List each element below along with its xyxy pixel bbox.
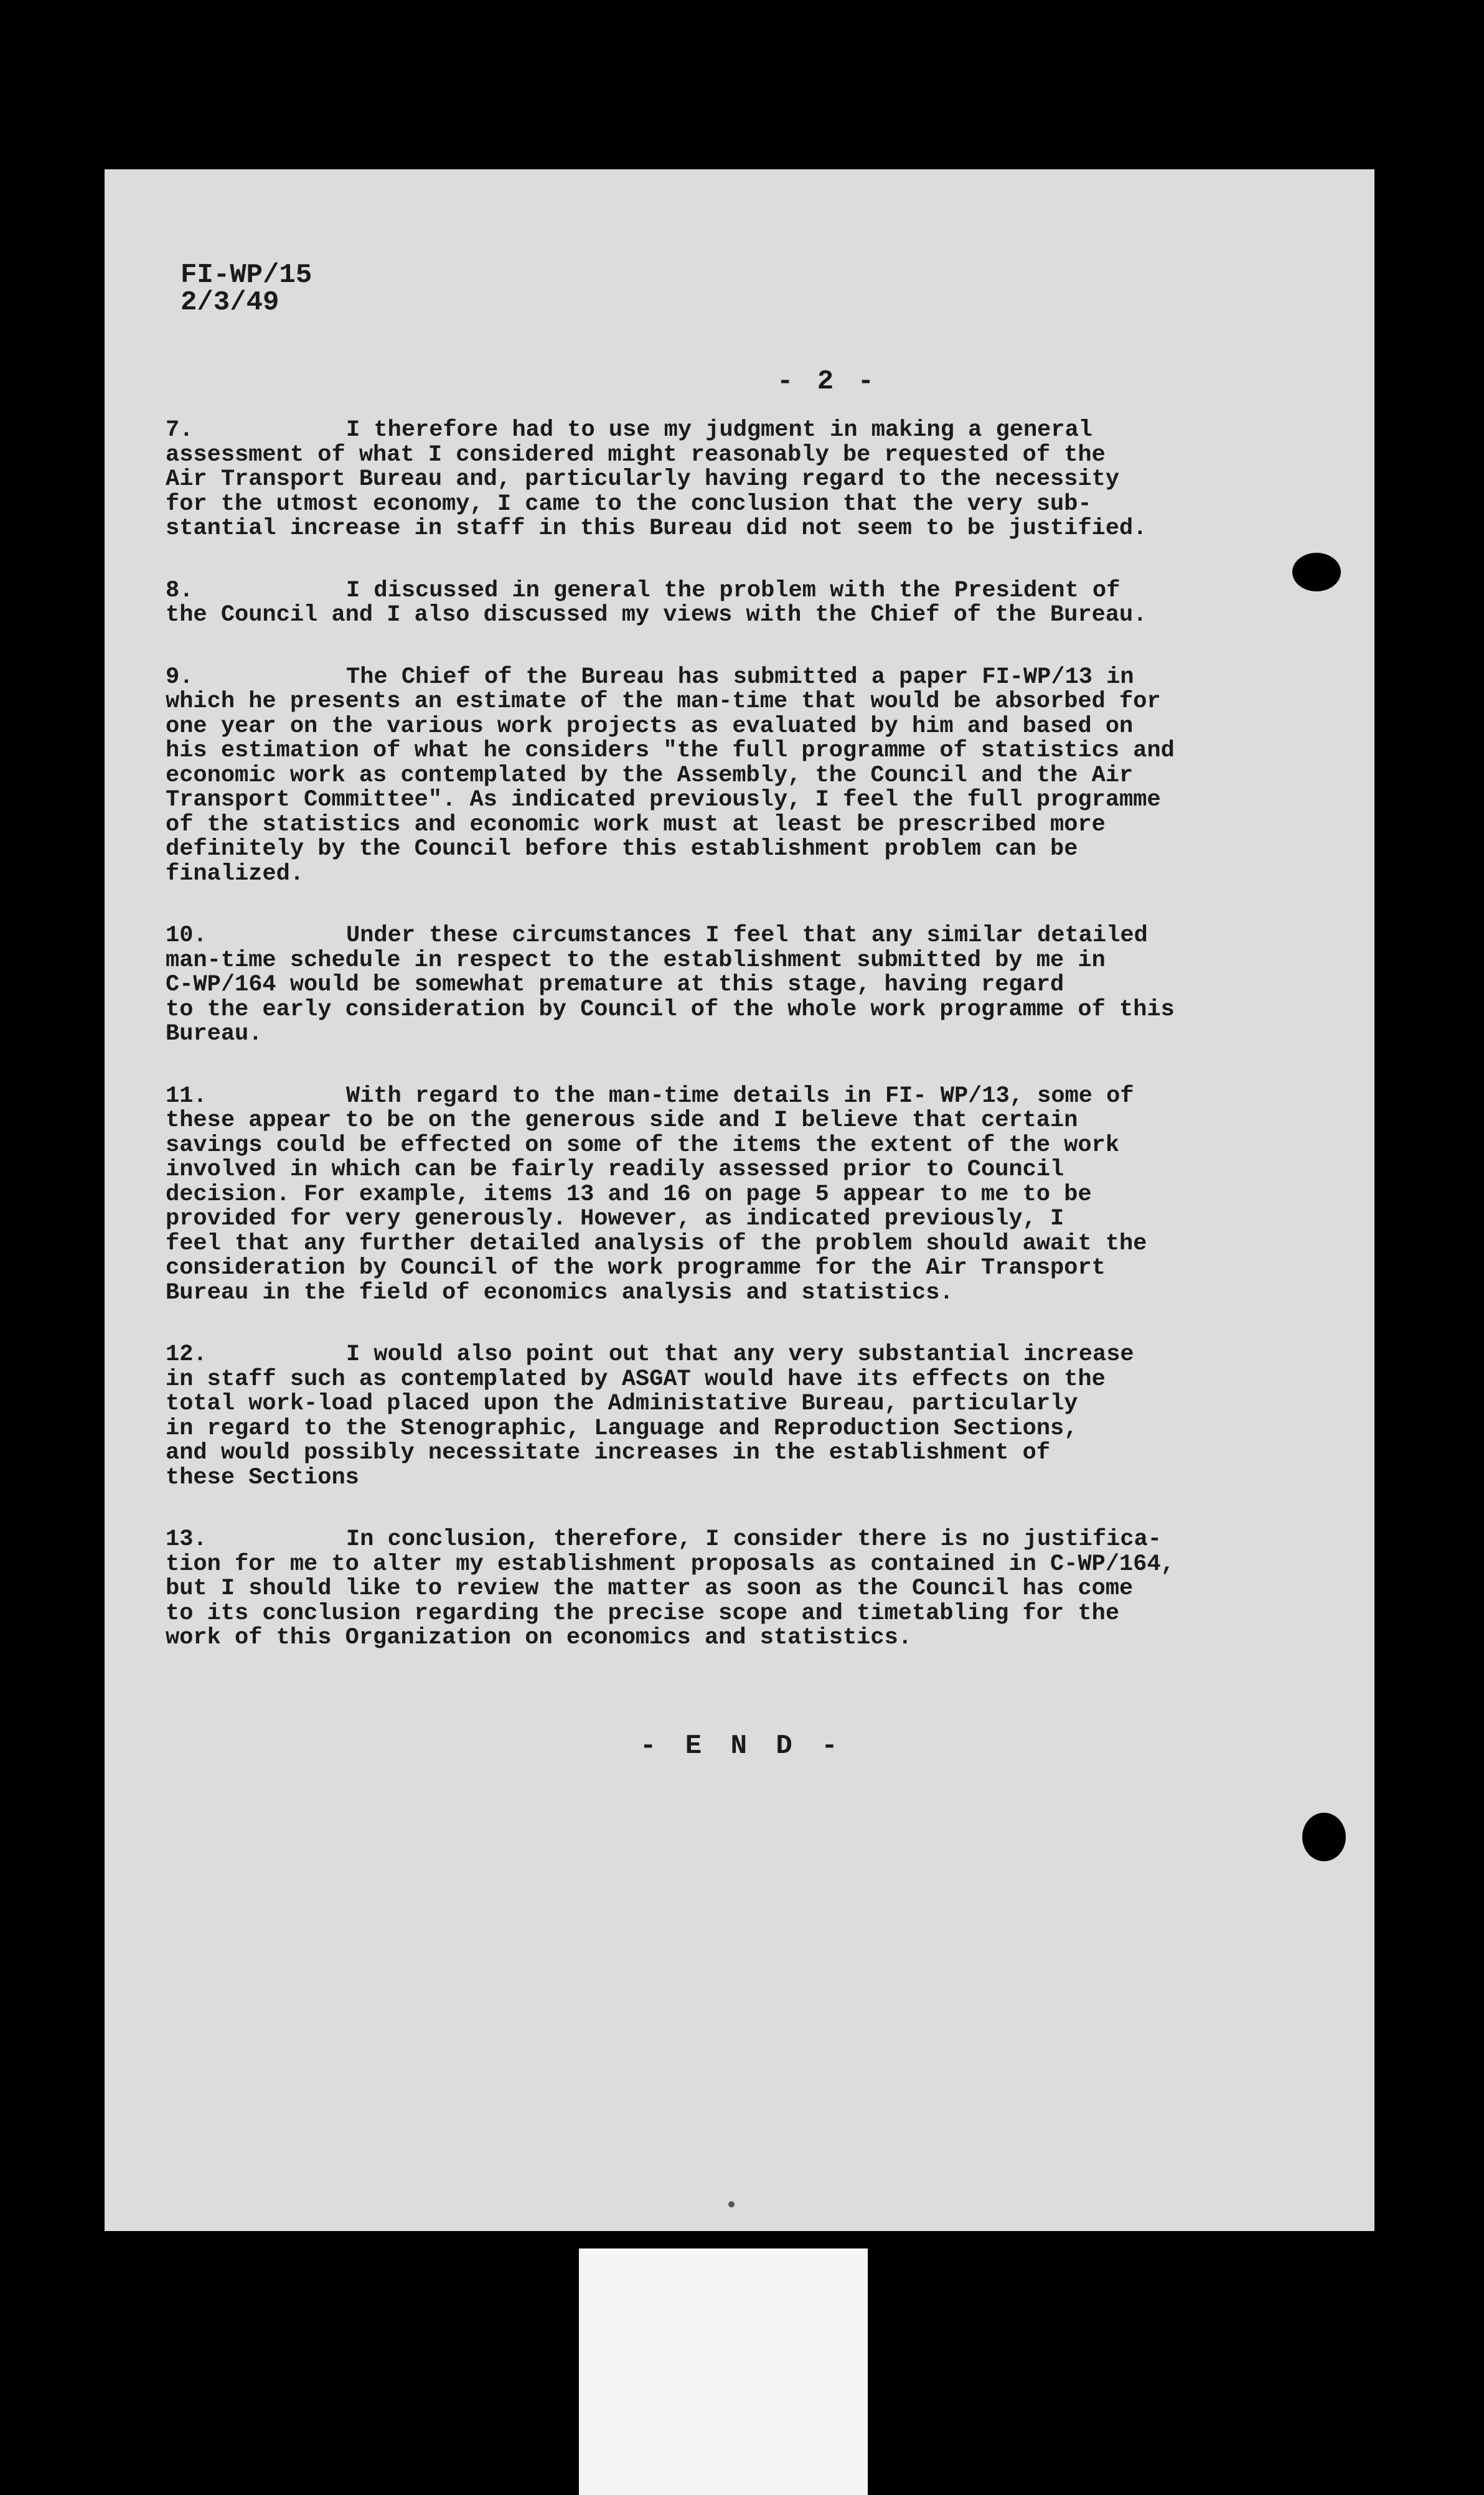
paragraph-text: Under these circumstances I feel that any similar detailed xyxy=(346,923,1148,949)
paragraph-text: savings could be effected on some of the items the extent of the work xyxy=(166,1132,1120,1158)
document-reference: FI-WP/15 xyxy=(181,260,312,291)
paragraph-text: these appear to be on the generous side and I believe that certain xyxy=(166,1107,1078,1134)
paragraph-line xyxy=(166,1417,1348,1442)
paragraph-number: 8. xyxy=(166,577,194,604)
paragraph-number: 10. xyxy=(166,923,207,949)
paragraph-12 xyxy=(166,1343,1348,1490)
paragraph-line xyxy=(166,468,1348,492)
paragraph-text: The Chief of the Bureau has submitted a paper FI-WP/13 in xyxy=(346,664,1134,690)
paragraph-line xyxy=(166,1343,1348,1368)
paragraph-13 xyxy=(166,1528,1348,1651)
paragraph-line xyxy=(166,924,1348,949)
paragraph-text: total work-load placed upon the Administative Bureau, particularly xyxy=(166,1391,1078,1417)
punch-hole-lower xyxy=(1302,1813,1346,1861)
paragraph-text: decision. For example, items 13 and 16 on page 5 appear to me to be xyxy=(166,1181,1092,1208)
paragraph-text: I discussed in general the problem with the President of xyxy=(346,577,1120,604)
end-mark: - E N D - xyxy=(640,1731,844,1762)
paragraph-line xyxy=(166,1256,1348,1281)
paragraph-text: provided for very generously. However, as indicated previously, I xyxy=(166,1206,1064,1232)
paragraph-text: his estimation of what he considers "the full programme of statistics and xyxy=(166,738,1175,764)
paragraph-8 xyxy=(166,579,1348,628)
paragraph-number: 11. xyxy=(166,1083,207,1109)
paragraph-text: finalized. xyxy=(166,860,304,887)
paragraph-text: economic work as contemplated by the Assembly, the Council and the Air xyxy=(166,762,1134,789)
paragraph-text: in staff such as contemplated by ASGAT would have its effects on the xyxy=(166,1366,1106,1393)
paragraph-line xyxy=(166,579,1348,604)
paragraph-line xyxy=(166,1553,1348,1577)
paragraph-text: assessment of what I considered might reasonably be requested of the xyxy=(166,441,1106,468)
paragraph-line xyxy=(166,1084,1348,1109)
paragraph-line xyxy=(166,715,1348,740)
paragraph-line xyxy=(166,1134,1348,1158)
paragraph-line xyxy=(166,665,1348,690)
paragraph-7 xyxy=(166,418,1348,542)
document-date: 2/3/49 xyxy=(181,287,279,318)
paragraph-11 xyxy=(166,1084,1348,1306)
paragraph-9 xyxy=(166,665,1348,887)
paragraph-line xyxy=(166,1368,1348,1393)
paragraph-line xyxy=(166,764,1348,789)
paragraph-line xyxy=(166,1158,1348,1183)
paragraph-line xyxy=(166,788,1348,813)
paragraph-text: feel that any further detailed analysis of the problem should await the xyxy=(166,1230,1147,1257)
punch-hole-upper xyxy=(1292,553,1341,591)
paragraph-line xyxy=(166,1441,1348,1466)
paragraph-line xyxy=(166,1466,1348,1491)
paragraph-text: of the statistics and economic work must at least be prescribed more xyxy=(166,811,1106,838)
paragraph-line xyxy=(166,1022,1348,1047)
paragraph-line xyxy=(166,1207,1348,1232)
paragraph-text: and would possibly necessitate increases in the establishment of xyxy=(166,1440,1051,1466)
paragraph-text: to the early consideration by Council of the whole work programme of this xyxy=(166,996,1175,1023)
paragraph-number: 12. xyxy=(166,1341,207,1368)
paragraph-text: to its conclusion regarding the precise scope and timetabling for the xyxy=(166,1600,1120,1627)
document-header xyxy=(181,261,312,316)
paragraph-line xyxy=(166,813,1348,838)
paragraph-text: which he presents an estimate of the man-time that would be absorbed for xyxy=(166,688,1161,715)
paragraph-line xyxy=(166,1602,1348,1627)
paragraph-line xyxy=(166,1528,1348,1553)
paragraph-line xyxy=(166,603,1348,628)
paragraph-text: man-time schedule in respect to the establishment submitted by me in xyxy=(166,947,1106,974)
paragraph-text: consideration by Council of the work programme for the Air Transport xyxy=(166,1255,1106,1281)
paragraph-text: Bureau. xyxy=(166,1021,263,1047)
paragraph-text: With regard to the man-time details in FI- WP/13, some of xyxy=(346,1083,1134,1109)
paragraph-line xyxy=(166,443,1348,468)
paragraph-text: the Council and I also discussed my views with the Chief of the Bureau. xyxy=(166,602,1147,628)
paragraph-text: C-WP/164 would be somewhat premature at this stage, having regard xyxy=(166,972,1064,998)
paragraph-line xyxy=(166,1577,1348,1602)
paragraph-text: one year on the various work projects as evaluated by him and based on xyxy=(166,713,1134,740)
scan-speck xyxy=(728,2201,735,2207)
paragraph-line xyxy=(166,739,1348,764)
paragraph-text: I would also point out that any very substantial increase xyxy=(346,1341,1134,1368)
paragraph-line xyxy=(166,973,1348,998)
paragraph-text: Bureau in the field of economics analysis and statistics. xyxy=(166,1279,954,1306)
paragraph-10 xyxy=(166,924,1348,1047)
paragraph-text: but I should like to review the matter as soon as the Council has come xyxy=(166,1576,1134,1602)
document-page xyxy=(105,169,1374,2231)
page-number: - 2 - xyxy=(777,366,878,397)
paragraph-line xyxy=(166,862,1348,887)
paragraph-text: stantial increase in staff in this Bureau did not seem to be justified. xyxy=(166,515,1147,542)
paragraph-line xyxy=(166,998,1348,1023)
paragraph-text: definitely by the Council before this establishment problem can be xyxy=(166,836,1078,862)
paragraph-text: In conclusion, therefore, I consider there is no justifica- xyxy=(346,1526,1162,1553)
paragraph-text: tion for me to alter my establishment proposals as contained in C-WP/164, xyxy=(166,1551,1175,1577)
paragraph-number: 9. xyxy=(166,664,194,690)
document-body xyxy=(166,418,1348,1688)
paragraph-text: Air Transport Bureau and, particularly having regard to the necessity xyxy=(166,466,1120,492)
paragraph-text: for the utmost economy, I came to the conclusion that the very sub- xyxy=(166,491,1092,517)
paragraph-text: these Sections xyxy=(166,1464,359,1491)
paragraph-line xyxy=(166,492,1348,517)
paragraph-line xyxy=(166,949,1348,974)
paragraph-line xyxy=(166,1183,1348,1208)
paragraph-line xyxy=(166,517,1348,542)
paragraph-line xyxy=(166,690,1348,715)
paragraph-number: 13. xyxy=(166,1526,207,1553)
paragraph-text: work of this Organization on economics and statistics. xyxy=(166,1625,912,1651)
paragraph-line xyxy=(166,1281,1348,1306)
paragraph-line xyxy=(166,837,1348,862)
paragraph-line xyxy=(166,418,1348,443)
paragraph-text: in regard to the Stenographic, Language and Reproduction Sections, xyxy=(166,1415,1078,1442)
paragraph-number: 7. xyxy=(166,417,194,443)
paragraph-line xyxy=(166,1232,1348,1257)
paragraph-line xyxy=(166,1109,1348,1134)
paragraph-text: involved in which can be fairly readily assessed prior to Council xyxy=(166,1157,1064,1183)
paragraph-text: I therefore had to use my judgment in making a general xyxy=(346,417,1092,443)
paragraph-text: Transport Committee". As indicated previously, I feel the full programme xyxy=(166,787,1161,813)
paragraph-line xyxy=(166,1626,1348,1651)
archive-slip xyxy=(579,2248,868,2495)
paragraph-line xyxy=(166,1392,1348,1417)
